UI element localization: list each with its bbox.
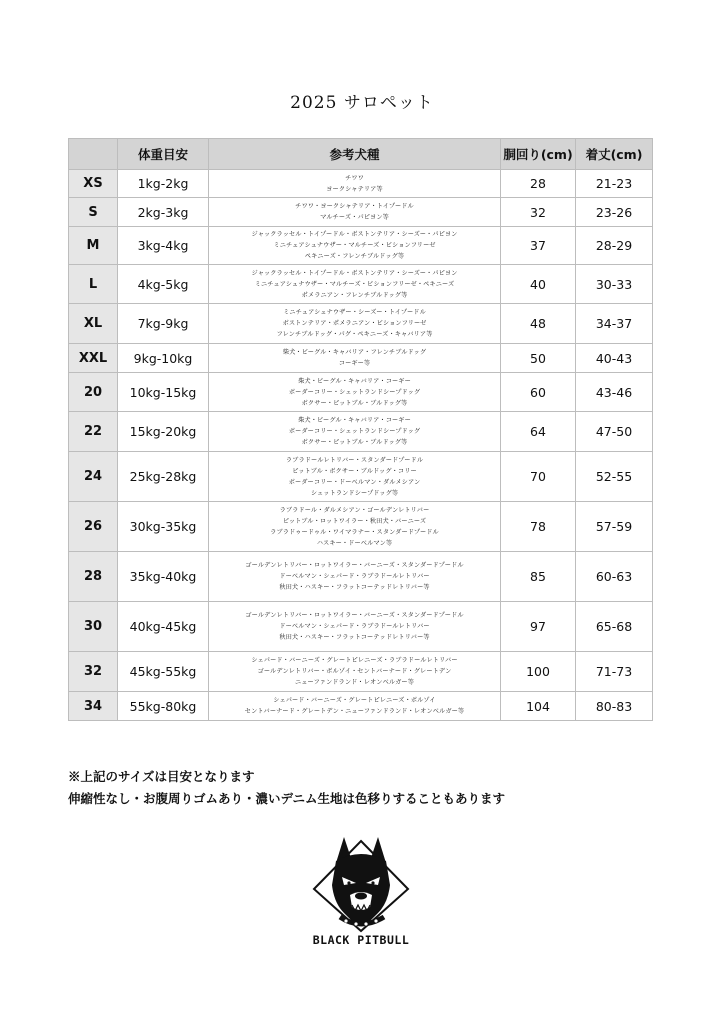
girth-cell: 37 [501, 227, 576, 265]
header-breeds: 参考犬種 [209, 139, 501, 170]
pitbull-head-icon [306, 833, 416, 933]
breeds-cell: シェパード・バーニーズ・グレートピレニーズ・ラブラドールレトリバー ゴールデンレトリバー・ボルゾイ・セントバーナード・グレートデン ニューファンドランド・レオンベルガー等 [209, 652, 501, 692]
size-cell: 22 [69, 412, 118, 452]
size-cell: 20 [69, 373, 118, 412]
note-line: ※上記のサイズは目安となります [68, 769, 255, 784]
girth-cell: 64 [501, 412, 576, 452]
length-cell: 21-23 [576, 170, 653, 198]
girth-cell: 28 [501, 170, 576, 198]
size-cell: 26 [69, 502, 118, 552]
weight-cell: 3kg-4kg [118, 227, 209, 265]
breeds-cell: ラブラドールレトリバー・スタンダードプードル ピットブル・ボクサー・ブルドッグ・コリー ボーダーコリー・ドーベルマン・ダルメシアン シェットランドシープドッグ等 [209, 452, 501, 502]
header-length: 着丈(cm) [576, 139, 653, 170]
size-cell: 32 [69, 652, 118, 692]
weight-cell: 4kg-5kg [118, 265, 209, 304]
length-cell: 30-33 [576, 265, 653, 304]
length-cell: 60-63 [576, 552, 653, 602]
table-body [69, 170, 653, 721]
weight-cell: 45kg-55kg [118, 652, 209, 692]
table-row [69, 265, 653, 304]
table-row [69, 692, 653, 721]
breeds-cell: ゴールデンレトリバー・ロットワイラー・バーニーズ・スタンダードプードル ドーベルマン・シェパード・ラブラドールレトリバー 秋田犬・ハスキー・フラットコーテッドレトリバー等 [209, 552, 501, 602]
girth-cell: 40 [501, 265, 576, 304]
table-row [69, 602, 653, 652]
header-weight: 体重目安 [118, 139, 209, 170]
breeds-cell: ラブラドール・ダルメシアン・ゴールデンレトリバー ピットブル・ロットワイラー・秋田犬・バーニーズ ラブラドゥードゥル・ワイマラナー・スタンダードプードル ハスキー・ドーベルマン等 [209, 502, 501, 552]
weight-cell: 30kg-35kg [118, 502, 209, 552]
page-title: 2025 サロペット [290, 93, 434, 113]
weight-cell: 2kg-3kg [118, 198, 209, 227]
brand-logo [306, 833, 416, 958]
table-header-row [69, 139, 653, 170]
table-row [69, 652, 653, 692]
size-cell: L [69, 265, 118, 304]
girth-cell: 50 [501, 344, 576, 373]
breeds-cell: 柴犬・ビーグル・キャバリア・コーギー ボーダーコリー・シェットランドシープドッグ ボクサー・ピットブル・ブルドッグ等 [209, 412, 501, 452]
girth-cell: 100 [501, 652, 576, 692]
girth-cell: 85 [501, 552, 576, 602]
length-cell: 57-59 [576, 502, 653, 552]
weight-cell: 9kg-10kg [118, 344, 209, 373]
girth-cell: 48 [501, 304, 576, 344]
breeds-cell: 柴犬・ビーグル・キャバリア・フレンチブルドッグ コーギー等 [209, 344, 501, 373]
length-cell: 23-26 [576, 198, 653, 227]
length-cell: 52-55 [576, 452, 653, 502]
breeds-cell: ジャックラッセル・トイプードル・ボストンテリア・シーズー・パピヨン ミニチュアシュナウザー・マルチーズ・ビションフリーゼ・ペキニーズ ポメラニアン・フレンチブルドッグ等 [209, 265, 501, 304]
weight-cell: 55kg-80kg [118, 692, 209, 721]
breeds-cell: ゴールデンレトリバー・ロットワイラー・バーニーズ・スタンダードプードル ドーベルマン・シェパード・ラブラドールレトリバー 秋田犬・ハスキー・フラットコーテッドレトリバー等 [209, 602, 501, 652]
size-cell: S [69, 198, 118, 227]
size-cell: 34 [69, 692, 118, 721]
girth-cell: 60 [501, 373, 576, 412]
table-row [69, 344, 653, 373]
size-cell: 30 [69, 602, 118, 652]
table-row [69, 198, 653, 227]
girth-cell: 104 [501, 692, 576, 721]
girth-cell: 97 [501, 602, 576, 652]
breeds-cell: チワワ・ヨークシャテリア・トイプードル マルチーズ・パピヨン等 [209, 198, 501, 227]
girth-cell: 78 [501, 502, 576, 552]
size-cell: 28 [69, 552, 118, 602]
table-row [69, 373, 653, 412]
length-cell: 65-68 [576, 602, 653, 652]
table-row [69, 502, 653, 552]
header-girth: 胴回り(cm) [501, 139, 576, 170]
length-cell: 80-83 [576, 692, 653, 721]
table-row [69, 227, 653, 265]
weight-cell: 10kg-15kg [118, 373, 209, 412]
size-cell: XXL [69, 344, 118, 373]
table-row [69, 304, 653, 344]
girth-cell: 70 [501, 452, 576, 502]
weight-cell: 1kg-2kg [118, 170, 209, 198]
girth-cell: 32 [501, 198, 576, 227]
length-cell: 34-37 [576, 304, 653, 344]
table-row [69, 452, 653, 502]
size-cell: XS [69, 170, 118, 198]
weight-cell: 15kg-20kg [118, 412, 209, 452]
weight-cell: 25kg-28kg [118, 452, 209, 502]
notes [68, 766, 505, 810]
length-cell: 43-46 [576, 373, 653, 412]
table-row [69, 412, 653, 452]
length-cell: 28-29 [576, 227, 653, 265]
weight-cell: 35kg-40kg [118, 552, 209, 602]
breeds-cell: ミニチュアシュナウザー・シーズー・トイプードル ボストンテリア・ポメラニアン・ビションフリーゼ フレンチブルドッグ・パグ・ペキニーズ・キャバリア等 [209, 304, 501, 344]
size-cell: 24 [69, 452, 118, 502]
length-cell: 40-43 [576, 344, 653, 373]
brand-name: BLACK PITBULL [312, 933, 410, 947]
breeds-cell: ジャックラッセル・トイプードル・ボストンテリア・シーズー・パピヨン ミニチュアシュナウザー・マルチーズ・ビションフリーゼ ペキニーズ・フレンチブルドッグ等 [209, 227, 501, 265]
table-row [69, 552, 653, 602]
size-cell: M [69, 227, 118, 265]
breeds-cell: チワワ ヨークシャテリア等 [209, 170, 501, 198]
size-table [68, 138, 653, 721]
table-row [69, 170, 653, 198]
size-cell: XL [69, 304, 118, 344]
length-cell: 47-50 [576, 412, 653, 452]
weight-cell: 40kg-45kg [118, 602, 209, 652]
breeds-cell: シェパード・バーニーズ・グレートピレニーズ・ボルゾイ セントバーナード・グレートデン・ニューファンドランド・レオンベルガー等 [209, 692, 501, 721]
length-cell: 71-73 [576, 652, 653, 692]
breeds-cell: 柴犬・ビーグル・キャバリア・コーギー ボーダーコリー・シェットランドシープドッグ ボクサー・ピットブル・ブルドッグ等 [209, 373, 501, 412]
note-line: 伸縮性なし・お腹周りゴムあり・濃いデニム生地は色移りすることもあります [68, 791, 506, 806]
header-size [69, 139, 118, 170]
weight-cell: 7kg-9kg [118, 304, 209, 344]
